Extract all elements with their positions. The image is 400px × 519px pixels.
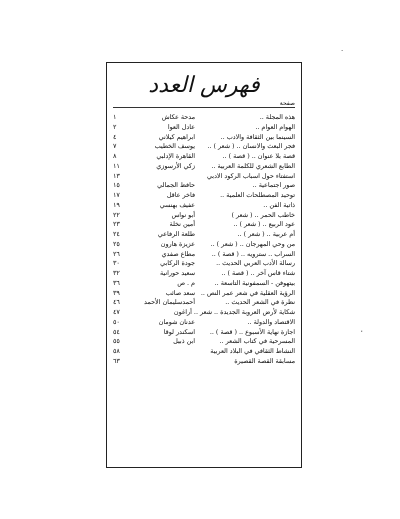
toc-entry xyxy=(113,318,295,328)
entry-page: ٣٢ xyxy=(113,269,120,277)
entry-page: ٤٦ xyxy=(113,298,120,307)
entry-page: ٦٣ xyxy=(113,356,120,365)
entry-author: سعيد حورانية xyxy=(160,269,195,277)
toc-entry xyxy=(113,201,295,211)
document-page xyxy=(4,4,396,515)
page-column-label: صفحة xyxy=(279,100,295,107)
entry-page: ١١ xyxy=(113,161,120,170)
entry-author: سعد صائب xyxy=(165,288,195,297)
entry-title: مسابقة القصة القصيرة xyxy=(234,356,295,365)
entry-page: ٢٤ xyxy=(113,230,120,238)
entry-author: اسكندر لوقا xyxy=(163,327,195,336)
entry-page: ٢ xyxy=(113,122,117,131)
entry-page: ٤٧ xyxy=(113,308,120,316)
entry-author: القاهرة الإدلبي xyxy=(156,152,195,160)
toc-entry xyxy=(113,191,295,201)
toc-entry xyxy=(113,328,295,338)
entry-page: ٤ xyxy=(113,132,117,141)
entry-title: هذه المجلة .. xyxy=(259,113,295,121)
entry-title: توحيد المصطلحات العلمية .. xyxy=(220,191,295,199)
entry-title: اجازة نهاية الأسبوع .. ( قصة ) .. xyxy=(209,327,295,336)
entry-title: قصة بلا عنوان .. ( قصة ) .. xyxy=(222,152,295,160)
toc-entry xyxy=(113,181,295,191)
entry-author: مطاع صفدي xyxy=(161,249,195,258)
toc-entry xyxy=(113,162,295,172)
entry-author: جودة الركابي xyxy=(160,259,195,268)
entry-page: ٢٣ xyxy=(113,220,120,229)
entry-title: صور اجتماعية .. xyxy=(252,181,295,190)
toc-entry xyxy=(113,142,295,152)
toc-entry xyxy=(113,250,295,260)
entry-title: النشاط الثقافي في البلاد العربية xyxy=(210,347,295,355)
toc-entry xyxy=(113,152,295,162)
entry-page: ٢٥ xyxy=(113,239,120,248)
entry-page: ٣٦ xyxy=(113,278,120,287)
entry-title: السراب .. سترويه .. ( قصة ) .. xyxy=(211,249,295,258)
toc-entry xyxy=(113,357,295,367)
toc-entry xyxy=(113,240,295,250)
entry-page: ٢٢ xyxy=(113,210,120,219)
entry-title: أم عربية .. ( شعر ) .. xyxy=(237,230,295,238)
toc-entry xyxy=(113,347,295,357)
entry-page: ١٩ xyxy=(113,200,120,209)
entry-title: الاقتصاد والدولة .. xyxy=(247,317,295,326)
entry-page: ٥٨ xyxy=(113,347,120,355)
toc-list xyxy=(113,113,295,367)
entry-author: زكي الأرسوزي xyxy=(156,161,195,170)
entry-title: الهوام العوام .. xyxy=(255,122,295,131)
entry-title: من وحي المهرجان .. ( شعر ) .. xyxy=(210,239,295,248)
entry-page: ١٧ xyxy=(113,191,120,199)
entry-page: ٣٩ xyxy=(113,288,120,297)
entry-author: ابن ذبيل xyxy=(173,337,195,346)
toc-entry xyxy=(113,269,295,279)
entry-title: نظرة في الشعر الحديث .. xyxy=(225,298,295,307)
entry-title: شتاء قاس آخر .. ( قصة ) .. xyxy=(221,269,295,277)
entry-author: فاخر عاقل xyxy=(166,191,195,199)
entry-page: ١٥ xyxy=(113,181,120,190)
entry-title: خاطب الحمر .. ( شعر ) xyxy=(231,210,295,219)
toc-entry xyxy=(113,337,295,347)
toc-entry xyxy=(113,279,295,289)
entry-author: ابراهيم كيلاني xyxy=(158,132,195,141)
entry-author: عدنان شومان xyxy=(158,317,195,326)
entry-author: عادل العوا xyxy=(167,122,195,131)
entry-page: ١ xyxy=(113,113,117,121)
entry-page: ٨ xyxy=(113,152,117,160)
entry-author: أبو نواس xyxy=(171,210,195,219)
entry-title: السينما بين الثقافة والادب .. xyxy=(220,132,295,141)
entry-author: يوسف الخطيب xyxy=(154,142,195,151)
toc-title: فهرس العدد xyxy=(148,73,260,98)
entry-page: ٥٤ xyxy=(113,327,120,336)
entry-page: ٣٠ xyxy=(113,259,120,268)
entry-title: المسرحية في كتاب الشعر .. xyxy=(219,337,295,346)
toc-entry xyxy=(113,211,295,221)
entry-title: شكاية لأرض العروبة الجديدة .. شعر .. أراغون xyxy=(173,308,295,316)
entry-author: أحمدسليمان الأحمد xyxy=(144,298,195,307)
entry-author: طلعة الرفاعي xyxy=(157,230,195,238)
entry-title: رسالة الأدب العربي الحديث .. xyxy=(216,259,295,268)
entry-title: عود الربيع .. ( شعر ) .. xyxy=(233,220,295,229)
entry-title: استفتاء حول اسباب الركود الادبي xyxy=(206,171,295,180)
toc-entry xyxy=(113,123,295,133)
entry-author: حافظ الجمالي xyxy=(157,181,195,190)
entry-page: ٥٥ xyxy=(113,337,120,346)
entry-author: مدحة عكاش xyxy=(161,113,195,121)
entry-author: عفيف بهنسي xyxy=(159,200,195,209)
entry-page: ٥٠ xyxy=(113,317,120,326)
entry-title: الطابع الشعري للكلمة العربية .. xyxy=(211,161,295,170)
corner-mark: · xyxy=(341,47,344,55)
entry-page: ٧ xyxy=(113,142,117,151)
toc-entry xyxy=(113,289,295,299)
entry-page: ١٣ xyxy=(113,171,120,180)
entry-title: الرؤية العقلية في شعر عمر النص .. xyxy=(200,288,295,297)
toc-entry xyxy=(113,172,295,182)
toc-entry xyxy=(113,259,295,269)
entry-author: عزيزة هارون xyxy=(160,239,195,248)
toc-entry xyxy=(113,133,295,143)
entry-author: م . ص xyxy=(177,278,195,287)
toc-entry xyxy=(113,113,295,123)
entry-title: بيتهوفن - السمفونية التاسعة .. xyxy=(214,278,295,287)
entry-author: أمين نخلة xyxy=(169,220,195,229)
title-divider xyxy=(113,107,295,108)
table-of-contents-frame xyxy=(106,62,302,468)
entry-page: ٢٦ xyxy=(113,249,120,258)
entry-title: ذاتية الفن .. xyxy=(263,200,295,209)
toc-entry xyxy=(113,230,295,240)
entry-title: فجر البعث والانسان .. ( شعر ) .. xyxy=(207,142,295,151)
toc-entry xyxy=(113,298,295,308)
toc-entry xyxy=(113,308,295,318)
toc-entry xyxy=(113,220,295,230)
